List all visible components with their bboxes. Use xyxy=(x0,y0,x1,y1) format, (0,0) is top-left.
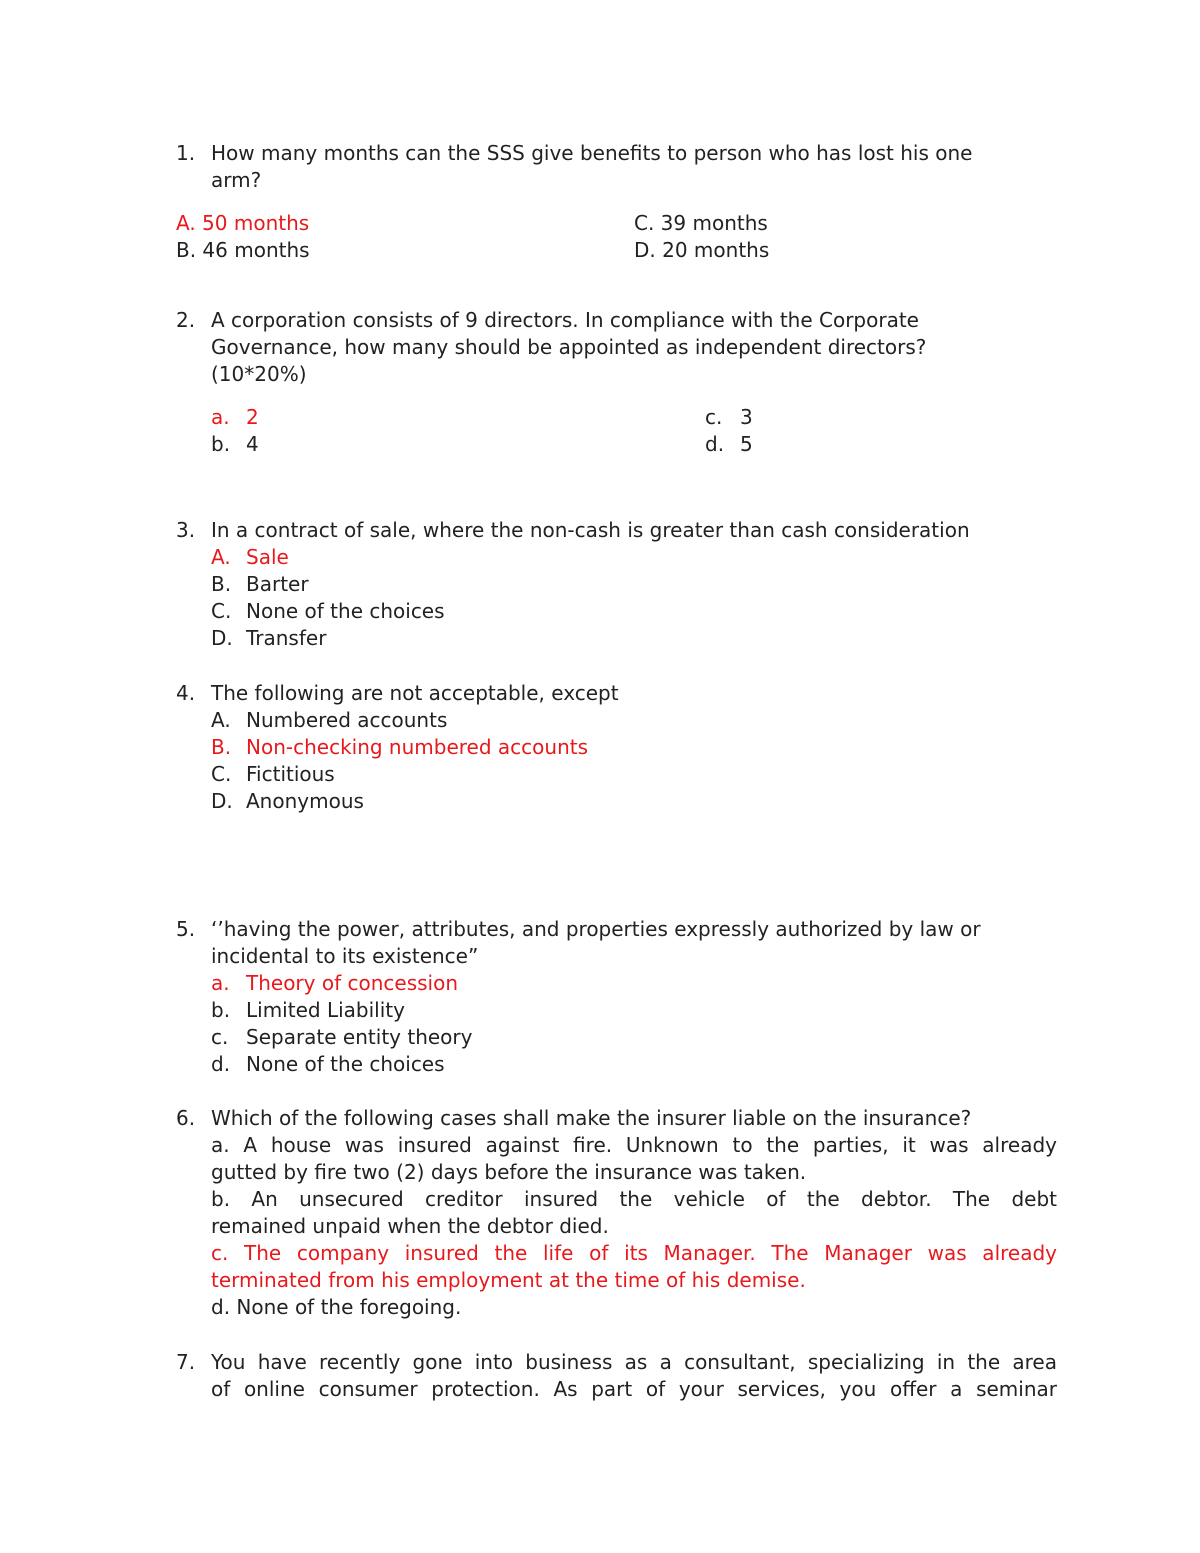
question-text: arm? xyxy=(211,168,262,192)
answer-choice: Numbered accounts xyxy=(246,708,448,732)
answer-choice: A. 50 months xyxy=(176,211,310,235)
question-number: 6. xyxy=(176,1106,196,1130)
question-text: How many months can the SSS give benefits to person who has lost his one xyxy=(211,141,973,165)
choice-letter: a. xyxy=(211,405,230,429)
question-number: 5. xyxy=(176,917,196,941)
choice-letter: b. xyxy=(211,998,231,1022)
choice-letter: c. xyxy=(705,405,723,429)
answer-choice: None of the choices xyxy=(246,599,445,623)
question-text: ‘’having the power, attributes, and properties expressly authorized by law or xyxy=(211,917,981,941)
choice-letter: C. xyxy=(211,762,232,786)
answer-choice: Limited Liability xyxy=(246,998,405,1022)
question-text: Which of the following cases shall make the insurer liable on the insurance? xyxy=(211,1106,972,1130)
question-text: In a contract of sale, where the non-cash is greater than cash consideration xyxy=(211,518,970,542)
choice-letter: d. xyxy=(211,1052,231,1076)
answer-choice: Fictitious xyxy=(246,762,335,786)
answer-choice: None of the choices xyxy=(246,1052,445,1076)
choice-letter: A. xyxy=(211,708,231,732)
answer-choice: c. The company insured the life of its Manager. The Manager was already xyxy=(211,1241,1057,1265)
answer-choice: Anonymous xyxy=(246,789,364,813)
answer-choice: D. 20 months xyxy=(634,238,770,262)
answer-choice: B. 46 months xyxy=(176,238,310,262)
answer-choice: Non-checking numbered accounts xyxy=(246,735,589,759)
answer-choice: Barter xyxy=(246,572,309,596)
question-text: of online consumer protection. As part of your services, you offer a seminar xyxy=(211,1377,1057,1401)
question-number: 1. xyxy=(176,141,196,165)
answer-choice: 4 xyxy=(246,432,259,456)
answer-choice: b. An unsecured creditor insured the vehicle of the debtor. The debt xyxy=(211,1187,1057,1211)
answer-choice: 5 xyxy=(740,432,753,456)
answer-choice: 2 xyxy=(246,405,259,429)
answer-choice: d. None of the foregoing. xyxy=(211,1295,462,1319)
answer-choice: remained unpaid when the debtor died. xyxy=(211,1214,609,1238)
question-text: incidental to its existence” xyxy=(211,944,479,968)
question-text: You have recently gone into business as a consultant, specializing in the area xyxy=(211,1350,1057,1374)
choice-letter: b. xyxy=(211,432,231,456)
question-number: 3. xyxy=(176,518,196,542)
choice-letter: D. xyxy=(211,626,233,650)
question-text: (10*20%) xyxy=(211,362,307,386)
answer-choice: Theory of concession xyxy=(246,971,459,995)
question-text: A corporation consists of 9 directors. In compliance with the Corporate xyxy=(211,308,919,332)
answer-choice: C. 39 months xyxy=(634,211,768,235)
answer-choice: Transfer xyxy=(246,626,327,650)
answer-choice: Separate entity theory xyxy=(246,1025,473,1049)
choice-letter: A. xyxy=(211,545,231,569)
question-text: The following are not acceptable, except xyxy=(211,681,619,705)
answer-choice: gutted by fire two (2) days before the insurance was taken. xyxy=(211,1160,807,1184)
question-text: Governance, how many should be appointed as independent directors? xyxy=(211,335,927,359)
choice-letter: c. xyxy=(211,1025,229,1049)
answer-choice: a. A house was insured against fire. Unknown to the parties, it was already xyxy=(211,1133,1057,1157)
question-number: 7. xyxy=(176,1350,196,1374)
choice-letter: D. xyxy=(211,789,233,813)
choice-letter: B. xyxy=(211,572,232,596)
answer-choice: terminated from his employment at the time of his demise. xyxy=(211,1268,806,1292)
choice-letter: C. xyxy=(211,599,232,623)
answer-choice: 3 xyxy=(740,405,753,429)
choice-letter: a. xyxy=(211,971,230,995)
question-number: 2. xyxy=(176,308,196,332)
choice-letter: d. xyxy=(705,432,725,456)
question-number: 4. xyxy=(176,681,196,705)
answer-choice: Sale xyxy=(246,545,289,569)
choice-letter: B. xyxy=(211,735,232,759)
